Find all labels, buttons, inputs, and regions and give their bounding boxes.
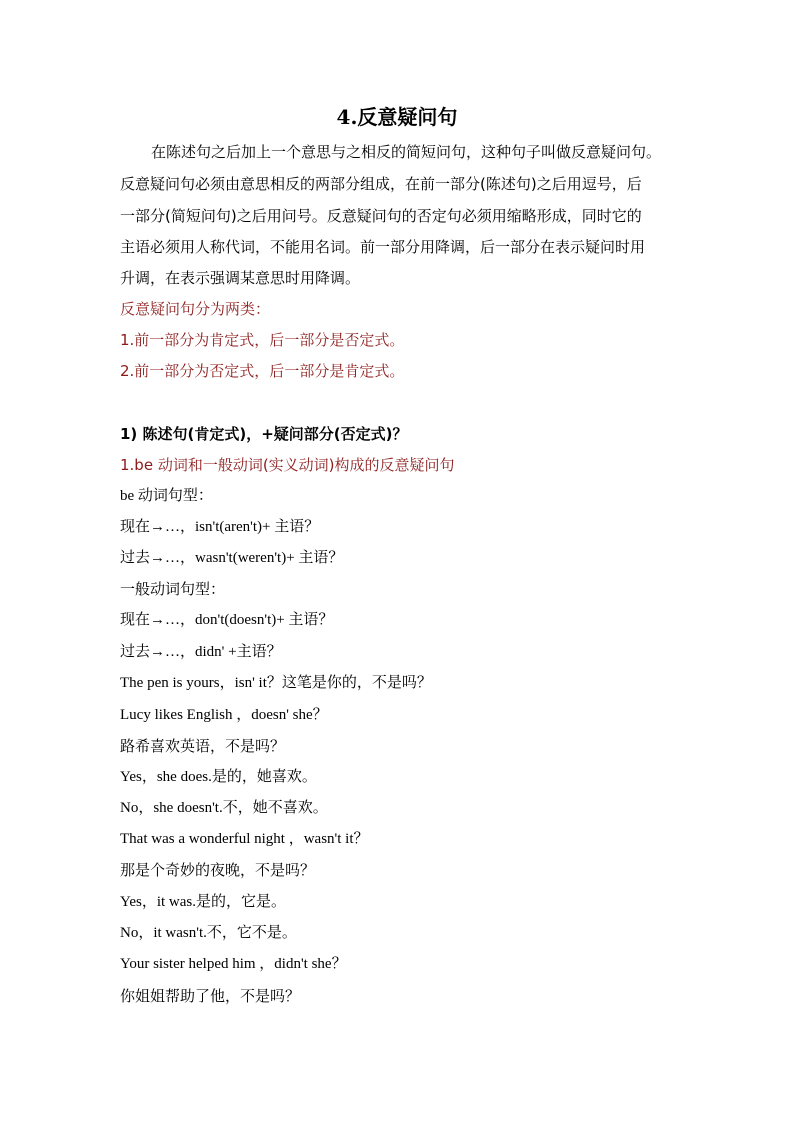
content-line: 你姐姐帮助了他，不是吗？ xyxy=(120,987,301,1005)
intro-line-3: 一部分(简短问句)之后用问号。反意疑问句的否定句必须用缩略形成，同时它的 xyxy=(120,207,642,225)
page-title: 4.反意疑问句 xyxy=(336,105,458,129)
content-line: 路希喜欢英语，不是吗？ xyxy=(120,737,286,755)
intro-line-4: 主语必须用人称代词，不能用名词。前一部分用降调，后一部分在表示疑问时用 xyxy=(120,238,646,256)
content-line: Yes，she does.是的，她喜欢。 xyxy=(120,769,317,785)
content-line: No，it wasn't.不，它不是。 xyxy=(120,925,297,941)
intro-line-5: 升调，在表示强调某意思时用降调。 xyxy=(120,269,361,287)
types-item-1: 1.前一部分为肯定式，后一部分是否定式。 xyxy=(120,331,405,349)
content-line: Your sister helped him ，didn't she？ xyxy=(120,956,347,972)
content-line: be 动词句型： xyxy=(120,488,213,504)
intro-line-2: 反意疑问句必须由意思相反的两部分组成，在前一部分(陈述句)之后用逗号，后 xyxy=(120,175,642,193)
content-line: That was a wonderful night ，wasn't it？ xyxy=(120,831,369,847)
intro-line-1: 在陈述句之后加上一个意思与之相反的简短问句，这种句子叫做反意疑问句。 xyxy=(151,143,662,161)
content-line: 那是个奇妙的夜晚，不是吗？ xyxy=(120,861,316,879)
types-heading: 反意疑问句分为两类： xyxy=(120,300,271,318)
types-item-2: 2.前一部分为否定式，后一部分是肯定式。 xyxy=(120,362,405,380)
content-line: 现在→…，don't(doesn't)+ 主语？ xyxy=(120,612,334,628)
content-line: Yes，it was.是的，它是。 xyxy=(120,894,286,910)
content-line: Lucy likes English ，doesn' she？ xyxy=(120,707,328,723)
section-subheading: 1.be 动词和一般动词(实义动词)构成的反意疑问句 xyxy=(120,456,455,474)
content-line: 一般动词句型： xyxy=(120,580,226,598)
content-line: No，she doesn't.不，她不喜欢。 xyxy=(120,800,328,816)
section-heading: 1) 陈述句(肯定式)，+疑问部分(否定式)？ xyxy=(120,425,408,443)
content-line: 过去→…，didn' +主语？ xyxy=(120,644,282,660)
content-line: The pen is yours，isn' it？这笔是你的，不是吗？ xyxy=(120,675,432,691)
content-line: 过去→…，wasn't(weren't)+ 主语？ xyxy=(120,550,344,566)
content-line: 现在→…，isn't(aren't)+ 主语？ xyxy=(120,519,320,535)
